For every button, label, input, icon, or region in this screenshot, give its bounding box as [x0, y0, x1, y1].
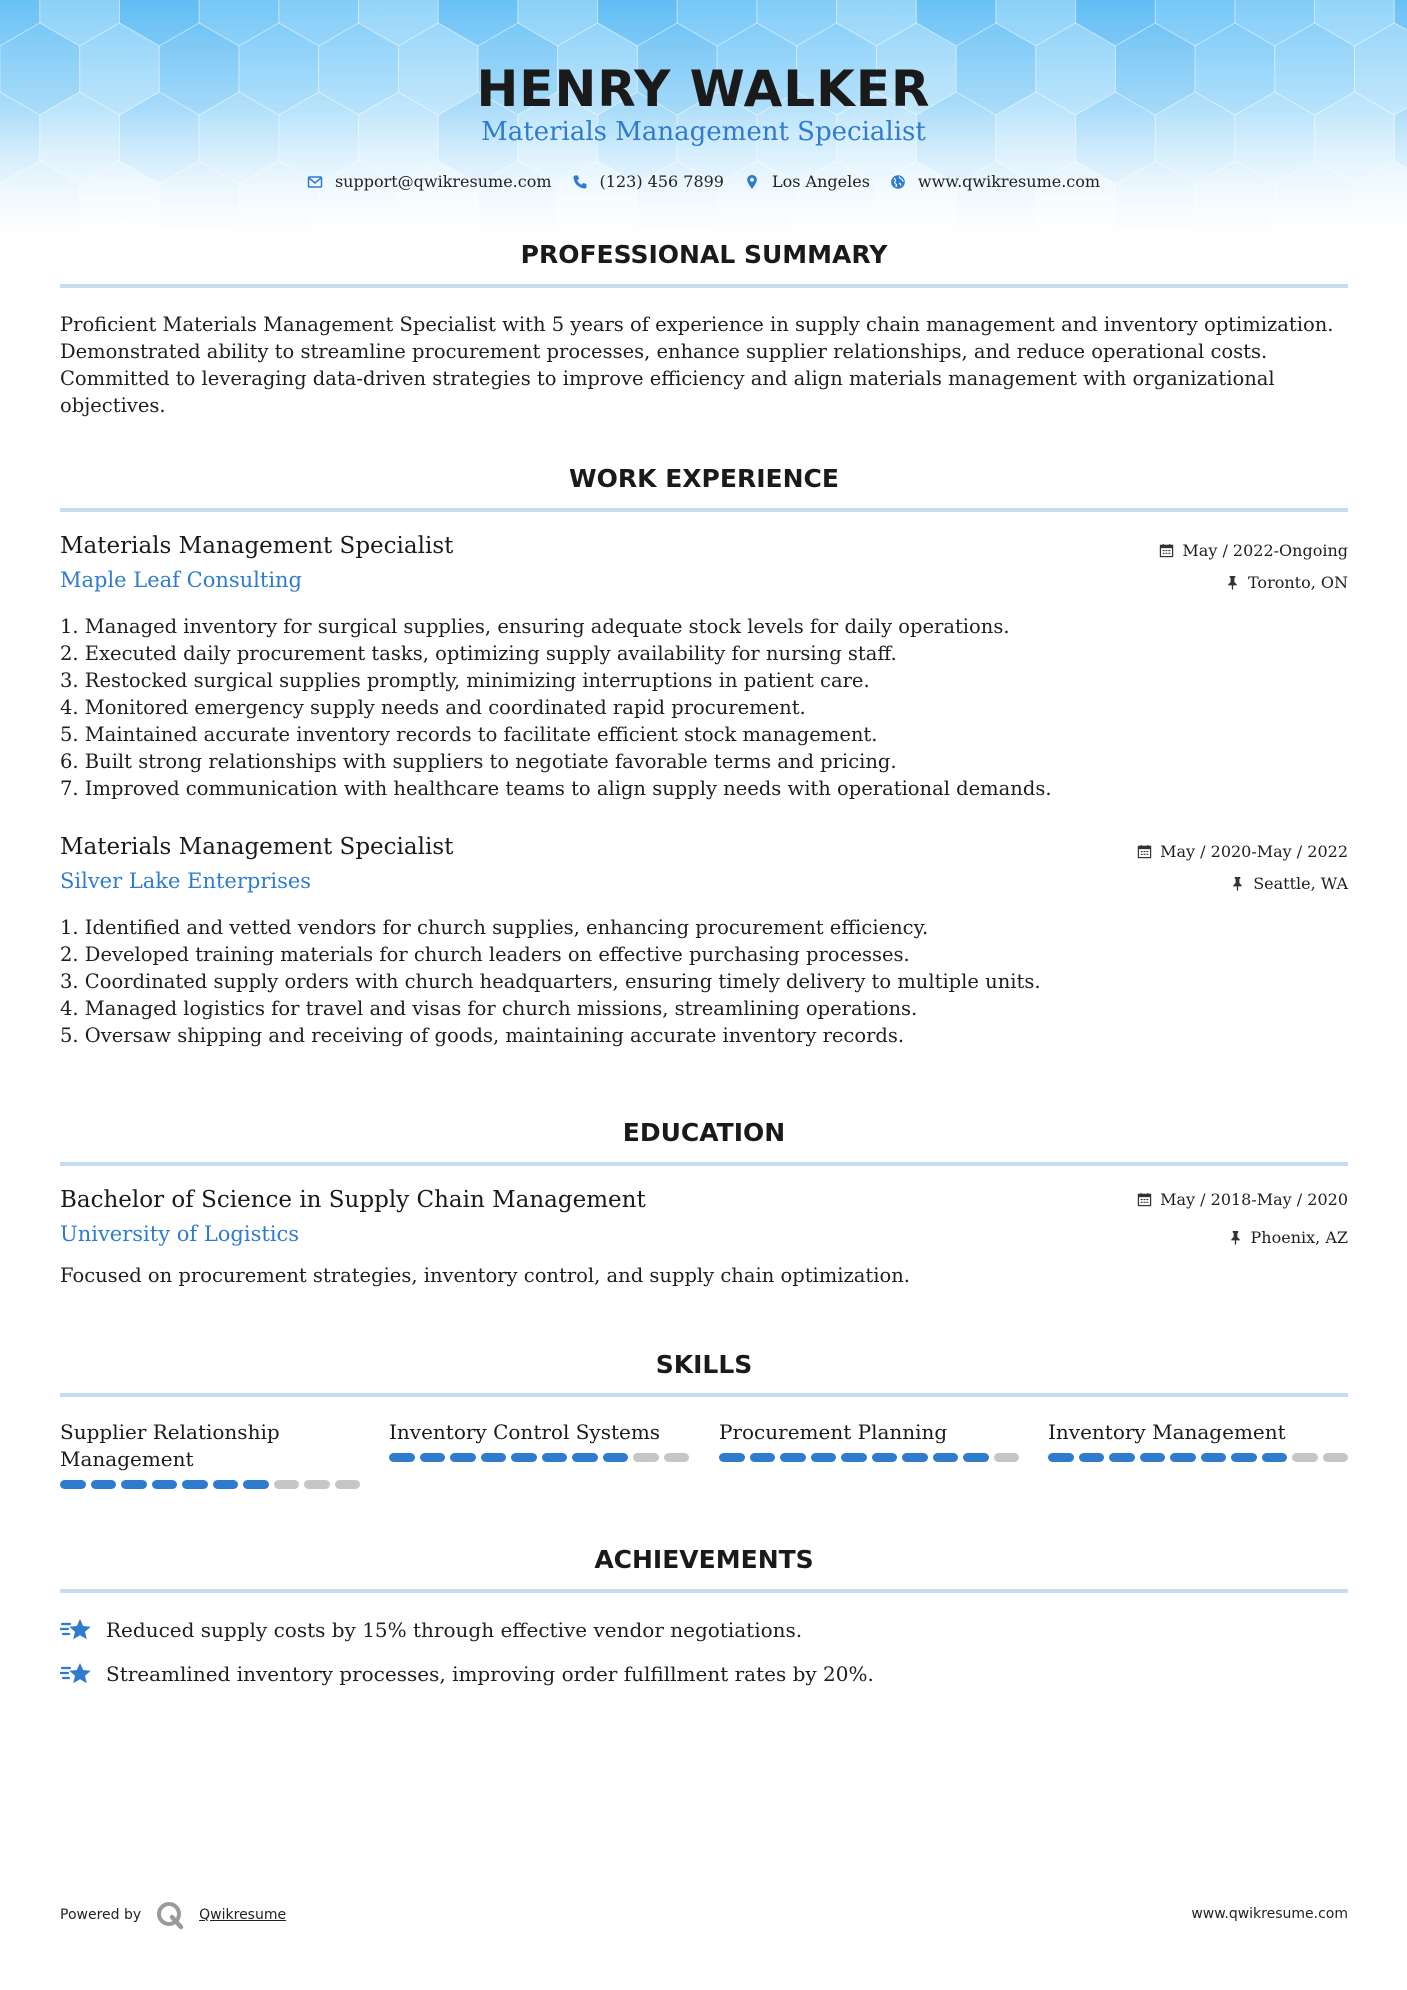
achievements-divider	[60, 1589, 1348, 1593]
achievement-text: Streamlined inventory processes, improving order fulfillment rates by 20%.	[106, 1662, 874, 1686]
map-pin-icon	[744, 174, 760, 190]
powered-by-label: Powered by	[60, 1907, 142, 1923]
summary-heading: PROFESSIONAL SUMMARY	[520, 240, 888, 269]
globe-icon	[890, 174, 906, 190]
job-location	[1225, 573, 1348, 592]
summary-text: Proficient Materials Management Specialist with 5 years of experience in supply chain management and inventory optimization. Demonstrated ability to streamline procurement processes, enhance supplier relationships, and reduce operational costs. Committed to leveraging data-driven strategies to improve efficiency and align materials management with organizational objectives.	[60, 313, 1334, 417]
job-date	[1137, 842, 1348, 861]
skill-name	[719, 1419, 1019, 1446]
skill-level-segment	[664, 1453, 690, 1462]
contact-phone[interactable]	[572, 172, 724, 191]
skill-level-segment	[91, 1480, 117, 1489]
skills-heading: SKILLS	[655, 1350, 753, 1379]
education-description: Focused on procurement strategies, inventory control, and supply chain optimization.	[60, 1264, 910, 1287]
calendar-icon	[1159, 543, 1174, 558]
skill-level-segment	[182, 1480, 208, 1489]
skill-level-segment	[304, 1480, 330, 1489]
pushpin-icon	[1230, 876, 1245, 891]
skill-name-line: Procurement Planning	[719, 1420, 948, 1444]
skill-level-segment	[994, 1453, 1020, 1462]
job-entry-1	[60, 533, 1348, 592]
skill-level-segment	[1262, 1453, 1288, 1462]
skill-name-line: Inventory Control Systems	[389, 1420, 661, 1444]
skill-level-bar	[389, 1453, 689, 1462]
envelope-icon	[307, 174, 323, 190]
education-heading: EDUCATION	[622, 1118, 786, 1147]
skill-level-segment	[1231, 1453, 1257, 1462]
education-location	[1228, 1228, 1348, 1247]
calendar-icon	[1137, 1192, 1152, 1207]
education-school: University of Logistics	[60, 1222, 300, 1246]
education-entry	[60, 1187, 1348, 1246]
skill-level-segment	[1323, 1453, 1349, 1462]
skill-level-segment	[750, 1453, 776, 1462]
contact-website-text: www.qwikresume.com	[917, 172, 1101, 191]
skill-level-segment	[1079, 1453, 1105, 1462]
skill-procurement-planning	[719, 1419, 1019, 1462]
skill-level-segment	[811, 1453, 837, 1462]
skill-inventory-control	[389, 1419, 689, 1462]
job-1-bullets	[60, 613, 1348, 802]
skill-level-bar	[1048, 1453, 1348, 1462]
contact-email[interactable]	[307, 172, 552, 191]
job-location	[1230, 874, 1348, 893]
skill-level-segment	[719, 1453, 745, 1462]
job-2-bullets	[60, 914, 1348, 1049]
list-item: 5. Oversaw shipping and receiving of goods, maintaining accurate inventory records.	[60, 1024, 905, 1047]
skill-level-segment	[841, 1453, 867, 1462]
skill-inventory-management	[1048, 1419, 1348, 1462]
skill-name-line: Inventory Management	[1048, 1420, 1286, 1444]
skill-level-segment	[902, 1453, 928, 1462]
list-item: 4. Managed logistics for travel and visas for church missions, streamlining operations.	[60, 997, 918, 1020]
skill-level-segment	[1140, 1453, 1166, 1462]
skill-level-segment	[481, 1453, 507, 1462]
pushpin-icon	[1228, 1230, 1243, 1245]
calendar-icon	[1137, 844, 1152, 859]
job-entry-2	[60, 834, 1348, 893]
education-location-text: Phoenix, AZ	[1250, 1228, 1348, 1247]
job-date	[1159, 541, 1348, 560]
skill-level-segment	[420, 1453, 446, 1462]
education-divider	[60, 1162, 1348, 1166]
list-item: 2. Developed training materials for church leaders on effective purchasing processes.	[60, 943, 910, 966]
job-title: Materials Management Specialist	[60, 533, 454, 559]
skill-level-segment	[511, 1453, 537, 1462]
skill-level-segment	[572, 1453, 598, 1462]
skill-level-segment	[603, 1453, 629, 1462]
skill-level-segment	[121, 1480, 147, 1489]
candidate-name: HENRY WALKER	[476, 60, 931, 118]
skill-level-segment	[542, 1453, 568, 1462]
contact-phone-text: (123) 456 7899	[599, 172, 724, 191]
education-degree: Bachelor of Science in Supply Chain Management	[60, 1187, 646, 1213]
skill-level-segment	[1201, 1453, 1227, 1462]
skill-name-line: Supplier Relationship	[60, 1420, 280, 1444]
skill-level-segment	[1292, 1453, 1318, 1462]
skill-name	[389, 1419, 689, 1446]
skill-supplier-relationship	[60, 1419, 360, 1489]
achievements-heading: ACHIEVEMENTS	[594, 1545, 814, 1574]
experience-divider	[60, 508, 1348, 512]
skill-name-line: Management	[60, 1447, 194, 1471]
list-item: 6. Built strong relationships with suppliers to negotiate favorable terms and pricing.	[60, 750, 897, 773]
list-item: 1. Managed inventory for surgical supplies, ensuring adequate stock levels for daily operations.	[60, 615, 1010, 638]
job-date-text: May / 2022-Ongoing	[1182, 541, 1348, 560]
skill-level-segment	[213, 1480, 239, 1489]
job-company: Silver Lake Enterprises	[60, 869, 312, 893]
list-item: 7. Improved communication with healthcare teams to align supply needs with operational demands.	[60, 777, 1052, 800]
star-icon	[60, 1616, 92, 1644]
skill-level-segment	[1048, 1453, 1074, 1462]
job-location-text: Toronto, ON	[1248, 573, 1348, 592]
list-item: 2. Executed daily procurement tasks, optimizing supply availability for nursing staff.	[60, 642, 897, 665]
job-title: Materials Management Specialist	[60, 834, 454, 860]
skill-level-segment	[60, 1480, 86, 1489]
experience-heading: WORK EXPERIENCE	[569, 464, 839, 493]
list-item: 1. Identified and vetted vendors for church supplies, enhancing procurement efficiency.	[60, 916, 929, 939]
skill-level-segment	[450, 1453, 476, 1462]
footer-powered-by	[60, 1900, 286, 1930]
skill-level-segment	[389, 1453, 415, 1462]
qwikresume-link[interactable]: Qwikresume	[199, 1907, 287, 1923]
achievement-item	[60, 1660, 1348, 1688]
skill-level-segment	[1109, 1453, 1135, 1462]
list-item: 3. Coordinated supply orders with church headquarters, ensuring timely delivery to multiple units.	[60, 970, 1041, 993]
skill-level-segment	[335, 1480, 361, 1489]
phone-icon	[572, 174, 588, 190]
candidate-title: Materials Management Specialist	[481, 117, 926, 147]
skill-level-segment	[933, 1453, 959, 1462]
skill-name	[60, 1419, 360, 1473]
skill-level-segment	[963, 1453, 989, 1462]
job-date-text: May / 2020-May / 2022	[1160, 842, 1348, 861]
skill-level-segment	[633, 1453, 659, 1462]
skill-level-bar	[719, 1453, 1019, 1462]
list-item: 5. Maintained accurate inventory records to facilitate efficient stock management.	[60, 723, 878, 746]
achievement-text: Reduced supply costs by 15% through effective vendor negotiations.	[106, 1618, 803, 1642]
list-item: 4. Monitored emergency supply needs and coordinated rapid procurement.	[60, 696, 806, 719]
contact-email-text: support@qwikresume.com	[334, 172, 552, 191]
achievement-item	[60, 1616, 1348, 1644]
skill-name	[1048, 1419, 1348, 1446]
skill-level-segment	[780, 1453, 806, 1462]
skill-level-segment	[1170, 1453, 1196, 1462]
job-company: Maple Leaf Consulting	[60, 568, 303, 592]
skills-divider	[60, 1393, 1348, 1397]
skill-level-segment	[872, 1453, 898, 1462]
qwikresume-logo-icon	[155, 1900, 185, 1930]
skill-level-segment	[243, 1480, 269, 1489]
list-item: 3. Restocked surgical supplies promptly, minimizing interruptions in patient care.	[60, 669, 870, 692]
skill-level-segment	[274, 1480, 300, 1489]
skill-level-segment	[152, 1480, 178, 1489]
contact-website[interactable]	[890, 172, 1100, 191]
job-location-text: Seattle, WA	[1253, 874, 1348, 893]
contact-location-text: Los Angeles	[771, 172, 870, 191]
education-date	[1137, 1190, 1348, 1209]
pushpin-icon	[1225, 575, 1240, 590]
contact-row	[0, 172, 1407, 191]
footer-url[interactable]: www.qwikresume.com	[1191, 1906, 1348, 1922]
contact-location	[744, 172, 870, 191]
skill-level-bar	[60, 1480, 360, 1489]
summary-divider	[60, 284, 1348, 288]
star-icon	[60, 1660, 92, 1688]
education-date-text: May / 2018-May / 2020	[1160, 1190, 1348, 1209]
